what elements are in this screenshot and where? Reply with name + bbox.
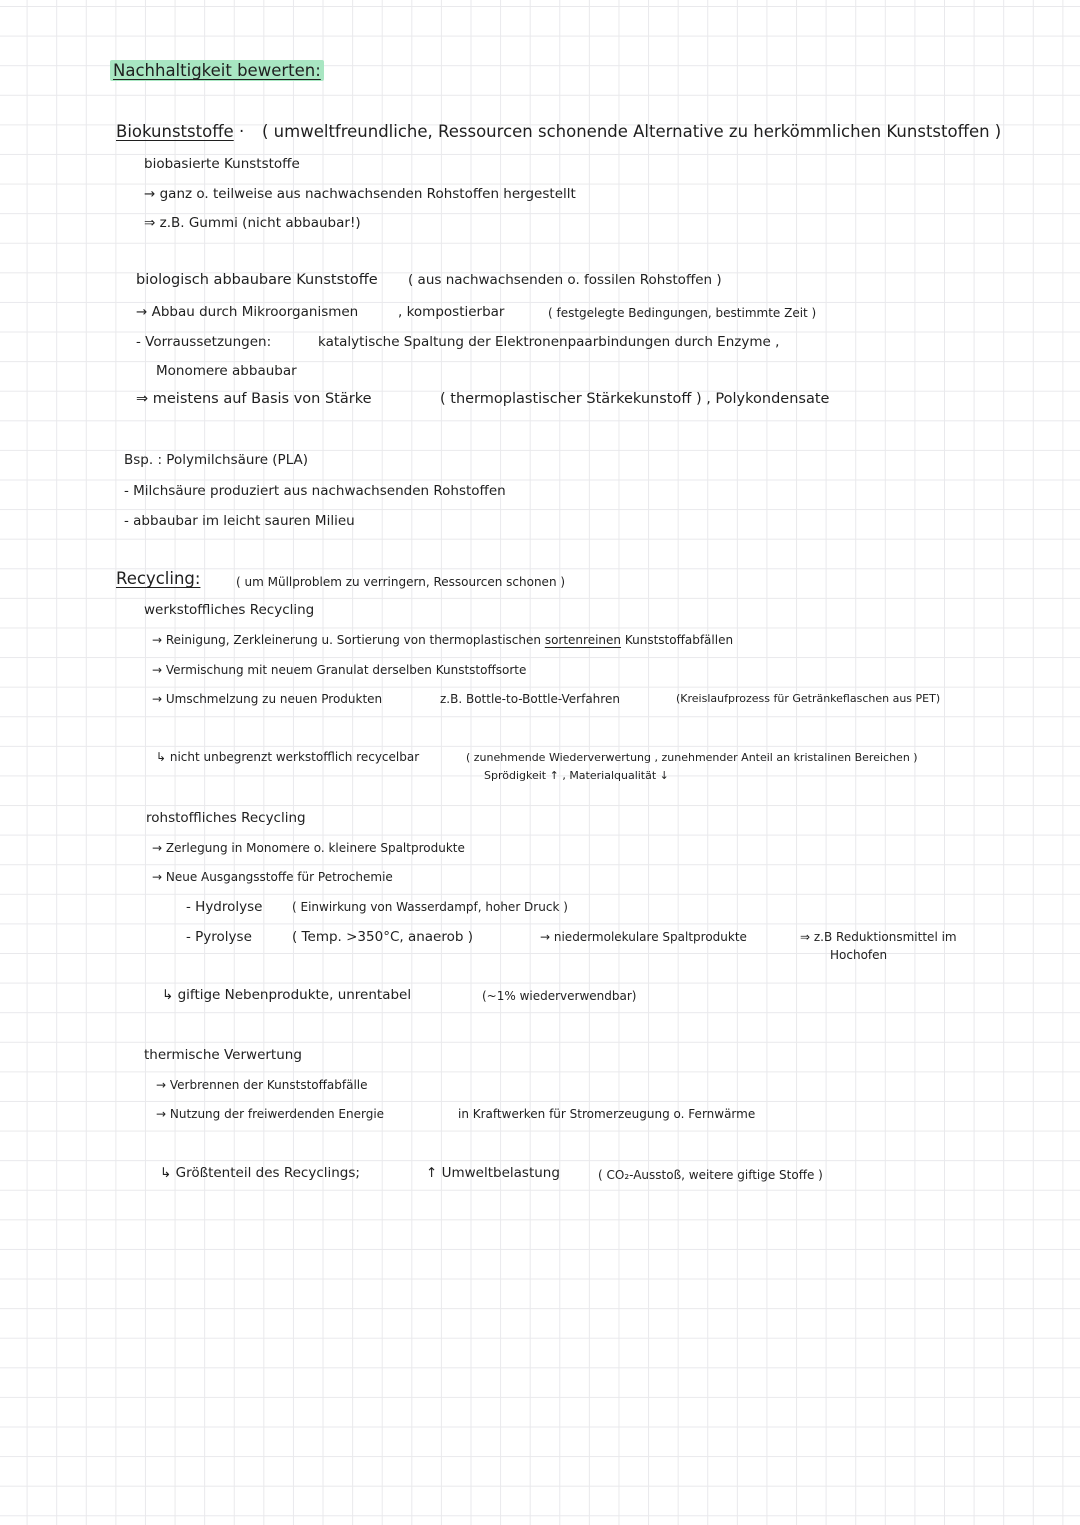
subsection-title-biobasiert: biobasierte Kunststoffe <box>144 156 300 172</box>
pyrolyse-example-cont: Hochofen <box>830 948 888 962</box>
section-title-biokunststoffe: Biokunststoffe · <box>116 122 245 141</box>
thermisch-line-1: → Verbrennen der Kunststoffabfälle <box>156 1078 368 1092</box>
pyrolyse-example: ⇒ z.B Reduktionsmittel im <box>800 930 957 944</box>
biobasiert-line-2: ⇒ z.B. Gummi (nicht abbaubar!) <box>144 215 361 231</box>
pyrolyse-label: - Pyrolyse <box>186 929 252 945</box>
thermisch-note-impact: ↑ Umweltbelastung <box>426 1165 560 1181</box>
subsection-title-rohstofflich: rohstoffliches Recycling <box>146 810 306 826</box>
thermisch-line-2b: in Kraftwerken für Stromerzeugung o. Fernwärme <box>458 1107 756 1121</box>
abbaubar-line-1a: → Abbau durch Mikroorganismen <box>136 304 359 320</box>
subsection-title-abbaubar: biologisch abbaubare Kunststoffe <box>136 272 378 288</box>
thermisch-line-2a: → Nutzung der freiwerdenden Energie <box>156 1107 385 1121</box>
abbaubar-line-1c: ( festgelegte Bedingungen, bestimmte Zeit ) <box>548 306 817 320</box>
section-title-recycling: Recycling: <box>116 569 201 588</box>
biokunststoffe-description: ( umweltfreundliche, Ressourcen schonende Alternative zu herkömmlichen Kunststoffen ) <box>262 122 1002 141</box>
recycling-description: ( um Müllproblem zu verringern, Ressourcen schonen ) <box>236 575 566 589</box>
abbaubar-line-4a: ⇒ meistens auf Basis von Stärke <box>136 391 372 407</box>
rohstofflich-note: ↳ giftige Nebenprodukte, unrentabel <box>162 987 412 1003</box>
rohstofflich-note-detail: (~1% wiederverwendbar) <box>482 989 637 1003</box>
pyrolyse-result: → niedermolekulare Spaltprodukte <box>540 930 747 944</box>
abbaubar-line-4b: ( thermoplastischer Stärkekunstoff ) , Polykondensate <box>440 391 830 407</box>
werkstofflich-line-3c: (Kreislaufprozess für Getränkeflaschen aus PET) <box>676 692 941 705</box>
abbaubar-line-2b: katalytische Spaltung der Elektronenpaarbindungen durch Enzyme , <box>318 334 780 350</box>
hydrolyse-label: - Hydrolyse <box>186 899 263 915</box>
werkstofflich-line-3b: z.B. Bottle-to-Bottle-Verfahren <box>440 692 620 706</box>
pyrolyse-detail: ( Temp. >350°C, anaerob ) <box>292 929 474 945</box>
abbaubar-line-3: Monomere abbaubar <box>156 363 297 379</box>
werkstofflich-line-2: → Vermischung mit neuem Granulat derselben Kunststoffsorte <box>152 663 527 677</box>
example-line-2: - abbaubar im leicht sauren Milieu <box>124 513 355 529</box>
werkstofflich-note: ↳ nicht unbegrenzt werkstofflich recycelbar <box>156 750 420 764</box>
example-title: Bsp. : Polymilchsäure (PLA) <box>124 452 309 468</box>
example-line-1: - Milchsäure produziert aus nachwachsenden Rohstoffen <box>124 483 506 499</box>
werkstofflich-line-3a: → Umschmelzung zu neuen Produkten <box>152 692 383 706</box>
rohstofflich-line-2: → Neue Ausgangsstoffe für Petrochemie <box>152 870 393 884</box>
abbaubar-title-note: ( aus nachwachsenden o. fossilen Rohstoffen ) <box>408 272 722 288</box>
hydrolyse-detail: ( Einwirkung von Wasserdampf, hoher Druck ) <box>292 900 568 914</box>
thermisch-note-detail: ( CO₂-Ausstoß, weitere giftige Stoffe ) <box>598 1168 823 1182</box>
rohstofflich-line-1: → Zerlegung in Monomere o. kleinere Spaltprodukte <box>152 841 465 855</box>
thermisch-note: ↳ Größtenteil des Recyclings; <box>160 1165 360 1181</box>
abbaubar-line-2a: - Vorraussetzungen: <box>136 334 272 350</box>
page-title: Nachhaltigkeit bewerten: <box>110 62 324 80</box>
abbaubar-line-1b: , kompostierbar <box>398 304 505 320</box>
werkstofflich-line-1: → Reinigung, Zerkleinerung u. Sortierung von thermoplastischen sortenreinen Kunststoffabfällen <box>152 633 734 647</box>
werkstofflich-note-effect: Sprödigkeit ↑ , Materialqualität ↓ <box>484 769 669 782</box>
subsection-title-werkstofflich: werkstoffliches Recycling <box>144 602 315 618</box>
werkstofflich-note-detail: ( zunehmende Wiederverwertung , zunehmender Anteil an kristalinen Bereichen ) <box>466 751 918 764</box>
subsection-title-thermisch: thermische Verwertung <box>144 1047 302 1063</box>
biobasiert-line-1: → ganz o. teilweise aus nachwachsenden Rohstoffen hergestellt <box>144 186 576 202</box>
